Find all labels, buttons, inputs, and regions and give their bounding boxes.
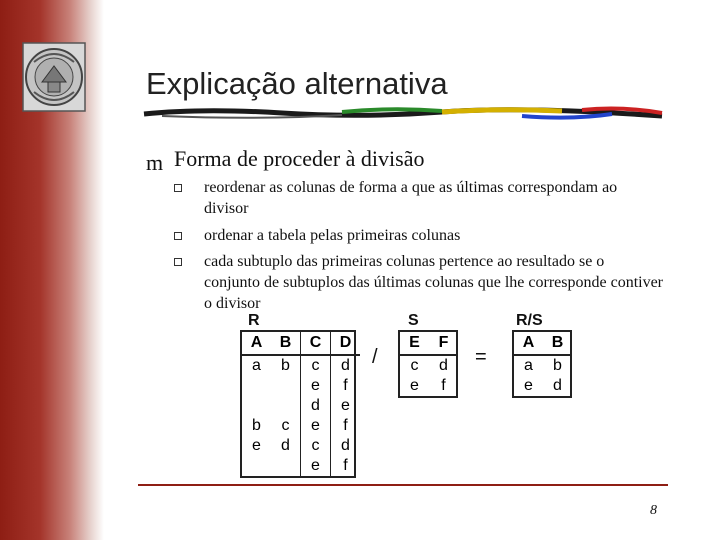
table-row <box>242 376 360 396</box>
table-cell: c <box>410 357 419 374</box>
table-cell: d <box>341 437 350 454</box>
subbullet-3 <box>174 251 664 314</box>
table-cell <box>242 376 271 396</box>
page-number: 8 <box>650 503 657 518</box>
table-row <box>400 376 458 396</box>
table-row <box>242 436 360 456</box>
university-seal-logo <box>22 42 86 112</box>
table-cell: a <box>524 357 533 374</box>
subbullet-text: reordenar as colunas de forma a que as últimas correspondam ao divisor <box>204 179 618 217</box>
table-cell: d <box>341 357 350 374</box>
subbullet-1 <box>174 177 664 219</box>
rs-header-b: B <box>543 332 572 355</box>
bullet-marker: m <box>146 150 164 175</box>
table-cell <box>271 456 301 476</box>
table-row <box>242 416 360 436</box>
table-cell <box>271 396 301 416</box>
checkbox-bullet-icon <box>174 258 182 266</box>
relation-r-name: R <box>248 312 260 329</box>
table-cell: c <box>301 436 331 456</box>
table-cell <box>242 456 271 476</box>
table-cell: e <box>341 397 350 414</box>
table-cell: f <box>343 417 348 434</box>
table-row <box>514 376 572 396</box>
subbullet-2 <box>174 225 664 246</box>
divide-operator: / <box>372 346 378 368</box>
table-row <box>400 355 458 376</box>
table-row <box>242 456 360 476</box>
table-cell: c <box>301 355 331 376</box>
subbullet-text: ordenar a tabela pelas primeiras colunas <box>204 227 461 244</box>
r-header-a: A <box>242 332 271 355</box>
relation-rs-grid <box>514 332 572 396</box>
footer-divider <box>138 484 668 486</box>
slide-title: Explicação alternativa <box>146 66 448 101</box>
relation-rs-name: R/S <box>516 312 543 329</box>
decorative-brush-stroke <box>142 104 664 124</box>
table-cell: b <box>252 417 261 434</box>
table-row <box>242 396 360 416</box>
checkbox-bullet-icon <box>174 184 182 192</box>
table-cell: f <box>441 377 446 394</box>
table-cell <box>271 376 301 396</box>
r-header-c: C <box>301 332 331 355</box>
s-header-e: E <box>400 332 429 355</box>
relation-s-grid <box>400 332 458 396</box>
table-cell: f <box>343 457 348 474</box>
table-cell <box>242 396 271 416</box>
table-row <box>514 355 572 376</box>
table-cell: a <box>252 357 261 374</box>
table-cell: b <box>553 357 562 374</box>
checkbox-bullet-icon <box>174 232 182 240</box>
table-cell: e <box>410 377 419 394</box>
s-header-f: F <box>429 332 458 355</box>
table-cell: e <box>301 456 331 476</box>
table-cell: d <box>301 396 331 416</box>
table-cell: e <box>301 376 331 396</box>
bullet-text: Forma de proceder à divisão <box>174 146 425 171</box>
relation-s-name: S <box>408 312 419 329</box>
table-cell: f <box>343 377 348 394</box>
r-header-b: B <box>271 332 301 355</box>
table-cell: e <box>524 377 533 394</box>
r-header-d: D <box>331 332 361 355</box>
table-cell: e <box>301 416 331 436</box>
table-cell: e <box>252 437 261 454</box>
subbullet-text: cada subtuplo das primeiras colunas pertence ao resultado se o conjunto de subtuplos das últimas colunas que lhe corresponde contiver o divisor <box>204 253 664 312</box>
table-cell: d <box>439 357 448 374</box>
table-row <box>242 355 360 376</box>
table-cell: c <box>281 417 290 434</box>
rs-header-a: A <box>514 332 543 355</box>
table-cell: d <box>553 377 562 394</box>
table-cell: b <box>281 357 290 374</box>
equals-operator: = <box>475 346 487 368</box>
table-cell: d <box>281 437 290 454</box>
relation-r-grid <box>242 332 360 476</box>
